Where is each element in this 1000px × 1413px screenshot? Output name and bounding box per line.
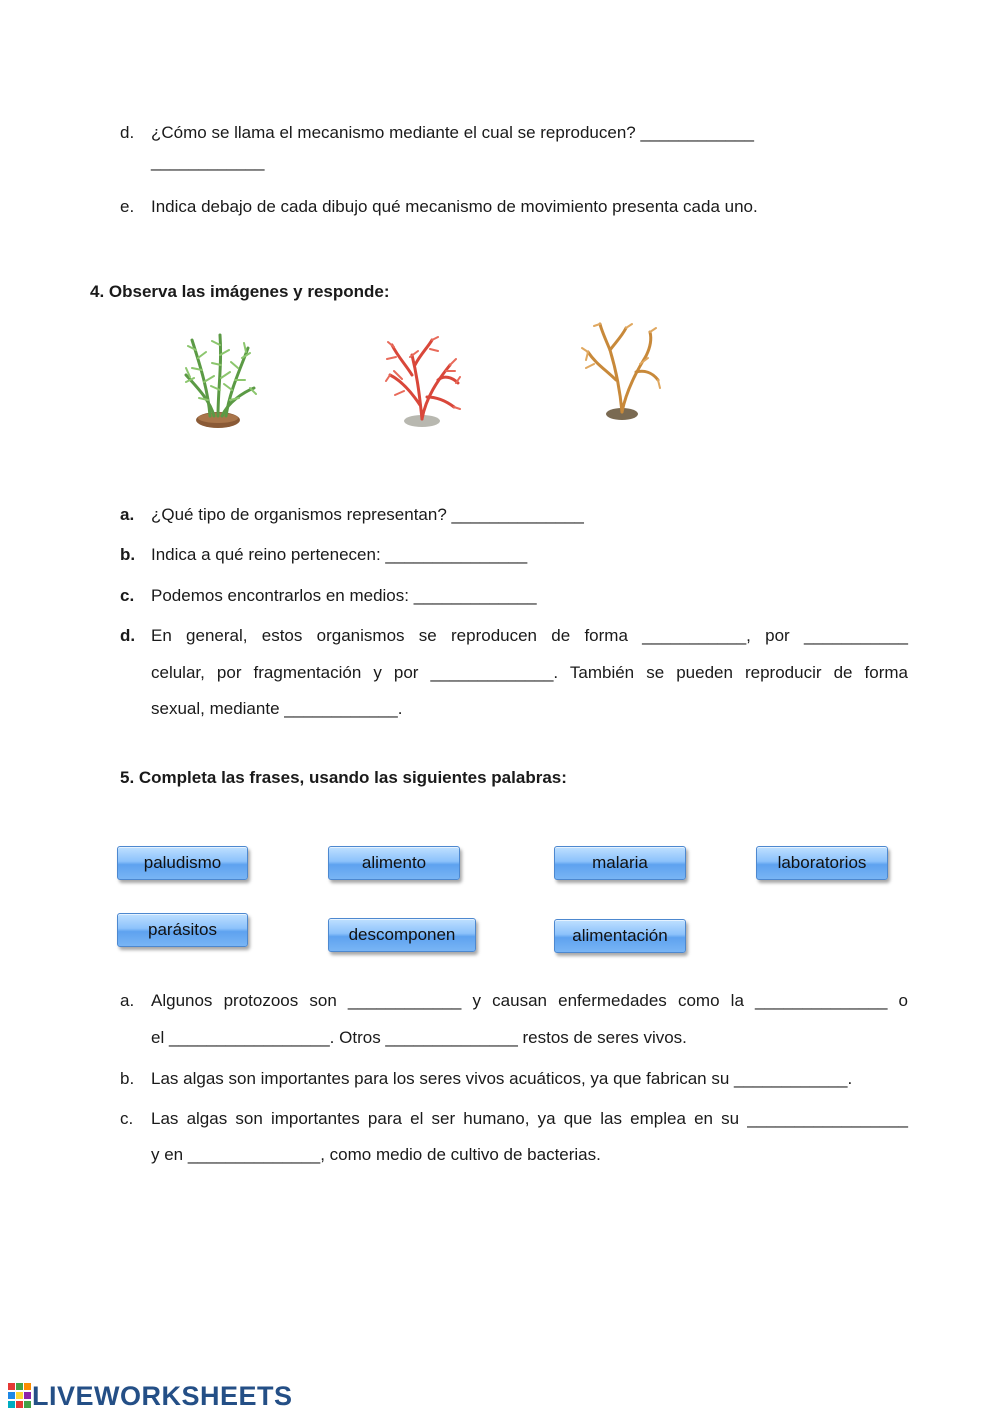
- s5-item-c-line2: y en ______________, como medio de cultivo de bacterias.: [151, 1145, 601, 1164]
- liveworksheets-logo-icon: [8, 1383, 32, 1409]
- s4-item-d-line3: sexual, mediante ____________.: [151, 699, 403, 718]
- s4-item-a-label: a.: [120, 505, 135, 524]
- word-parasitos-button[interactable]: parásitos: [117, 913, 248, 947]
- s4-item-b-text: Indica a qué reino pertenecen: _______________: [151, 545, 528, 564]
- brown-seaweed-image: [580, 320, 662, 425]
- s5-item-b-line1: Las algas son importantes para los seres vivos acuáticos, ya que fabrican su ____________.: [151, 1069, 853, 1088]
- s5-item-b-label: b.: [120, 1069, 135, 1088]
- section-4-title: 4. Observa las imágenes y responde:: [90, 282, 390, 301]
- question-e-label: e.: [120, 197, 135, 216]
- s4-item-a-text: ¿Qué tipo de organismos representan? ______________: [151, 505, 584, 524]
- word-laboratorios-button[interactable]: laboratorios: [756, 846, 888, 880]
- green-seaweed-image: [180, 330, 260, 430]
- red-seaweed-image: [382, 335, 462, 430]
- s4-item-d-line2: celular, por fragmentación y por _____________. También se pueden reproducir de forma: [151, 663, 908, 682]
- s5-item-a-label: a.: [120, 991, 135, 1010]
- question-d-label: d.: [120, 123, 135, 142]
- s4-item-d-label: d.: [120, 626, 136, 645]
- liveworksheets-logo: [8, 1381, 293, 1411]
- s4-item-c-text: Podemos encontrarlos en medios: _____________: [151, 586, 537, 605]
- s4-item-d-line1: En general, estos organismos se reproducen de forma ___________, por ___________: [151, 626, 908, 645]
- s4-item-c-label: c.: [120, 586, 135, 605]
- word-alimento-button[interactable]: alimento: [328, 846, 460, 880]
- s5-item-a-line2: el _________________. Otros ______________ restos de seres vivos.: [151, 1028, 687, 1047]
- word-paludismo-button[interactable]: paludismo: [117, 846, 248, 880]
- s5-item-c-line1: Las algas son importantes para el ser humano, ya que las emplea en su _________________: [151, 1109, 908, 1128]
- s5-item-c-label: c.: [120, 1109, 134, 1128]
- question-e-text: Indica debajo de cada dibujo qué mecanismo de movimiento presenta cada uno.: [151, 197, 758, 216]
- s5-item-a-line1: Algunos protozoos son ____________ y causan enfermedades como la ______________ o: [151, 991, 908, 1010]
- question-d-text: ¿Cómo se llama el mecanismo mediante el cual se reproducen? ____________: [151, 123, 754, 142]
- word-alimentacion-button[interactable]: alimentación: [554, 919, 686, 953]
- question-d-continuation: ____________: [151, 152, 265, 171]
- word-malaria-button[interactable]: malaria: [554, 846, 686, 880]
- word-descomponen-button[interactable]: descomponen: [328, 918, 476, 952]
- section-5-title: 5. Completa las frases, usando las siguientes palabras:: [120, 768, 567, 787]
- s4-item-b-label: b.: [120, 545, 136, 564]
- liveworksheets-brand-text: LIVEWORKSHEETS: [32, 1380, 293, 1411]
